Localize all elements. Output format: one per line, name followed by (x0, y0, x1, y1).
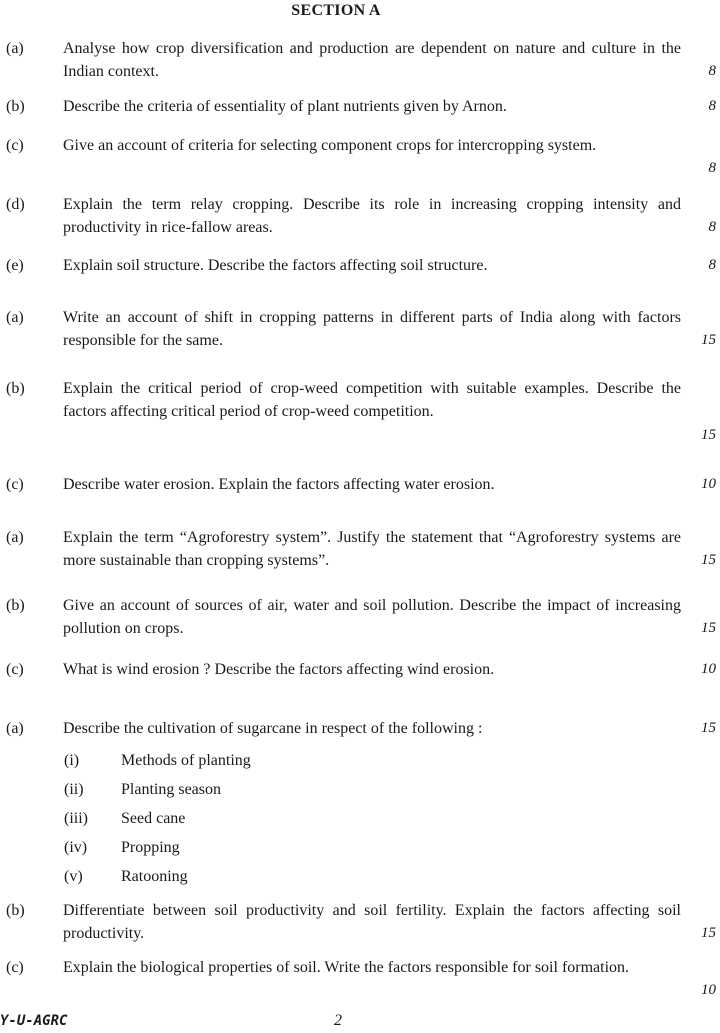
question-marks: 15 (701, 620, 716, 636)
question-label: (b) (6, 98, 25, 115)
question-label: (a) (6, 309, 24, 326)
sub-item-label: (i) (64, 752, 80, 769)
sub-item-text: Propping (121, 839, 180, 856)
question-label: (b) (6, 902, 25, 919)
question-marks: 10 (701, 661, 716, 677)
question-marks: 15 (701, 552, 716, 568)
question-marks: 15 (701, 427, 716, 443)
question-label: (c) (6, 476, 24, 493)
question-text: Explain the term relay cropping. Describe its role in increasing cropping intensity and productivity in rice-fallow areas. (63, 196, 681, 236)
question-text: Differentiate between soil productivity and soil fertility. Explain the factors affecting soil productivity. (63, 902, 681, 942)
question-marks: 10 (701, 476, 716, 492)
question-text: Describe water erosion. Explain the factors affecting water erosion. (63, 476, 495, 493)
page-number: 2 (334, 1012, 342, 1029)
question-label: (a) (6, 40, 24, 57)
paper-code: Y-U-AGRC (0, 1013, 68, 1029)
sub-item-text: Seed cane (121, 810, 186, 827)
question-marks: 8 (708, 219, 716, 235)
question-text: Give an account of criteria for selecting component crops for intercropping system. (63, 137, 597, 154)
question-label: (b) (6, 597, 25, 614)
question-text: Write an account of shift in cropping patterns in different parts of India along with factors responsible for the same. (63, 309, 681, 349)
question-marks: 15 (701, 925, 716, 941)
question-text: Explain the critical period of crop-weed competition with suitable examples. Describe the factors affecting critical period of crop-weed competition. (63, 380, 681, 420)
question-text: Analyse how crop diversification and production are dependent on nature and culture in the Indian context. (63, 40, 681, 80)
sub-item-label: (iii) (64, 810, 88, 827)
question-text: Describe the criteria of essentiality of plant nutrients given by Arnon. (63, 98, 507, 115)
section-title: SECTION A (291, 2, 381, 19)
question-text: Explain soil structure. Describe the factors affecting soil structure. (63, 257, 488, 274)
question-label: (a) (6, 529, 24, 546)
question-label: (c) (6, 661, 24, 678)
question-marks: 8 (708, 160, 716, 176)
question-marks: 15 (701, 720, 716, 736)
question-label: (b) (6, 380, 25, 397)
question-text: Describe the cultivation of sugarcane in respect of the following : (63, 720, 483, 737)
sub-item-text: Ratooning (121, 868, 188, 885)
question-marks: 15 (701, 332, 716, 348)
question-marks: 10 (701, 982, 716, 998)
sub-item-text: Planting season (121, 781, 221, 798)
question-text: What is wind erosion ? Describe the factors affecting wind erosion. (63, 661, 495, 678)
question-text: Give an account of sources of air, water and soil pollution. Describe the impact of increasing pollution on crops. (63, 597, 681, 637)
sub-item-label: (v) (64, 868, 83, 885)
question-marks: 8 (708, 98, 716, 114)
question-text: Explain the term “Agroforestry system”. Justify the statement that “Agroforestry systems are more sustainable than cropping systems”. (63, 529, 681, 569)
question-label: (c) (6, 137, 24, 154)
question-label: (d) (6, 196, 25, 213)
question-text: Explain the biological properties of soil. Write the factors responsible for soil formation. (63, 959, 630, 976)
question-label: (a) (6, 720, 24, 737)
question-marks: 8 (708, 257, 716, 273)
question-marks: 8 (708, 63, 716, 79)
sub-item-label: (ii) (64, 781, 84, 798)
question-label: (c) (6, 959, 24, 976)
question-label: (e) (6, 257, 24, 274)
sub-item-text: Methods of planting (121, 752, 251, 769)
sub-item-label: (iv) (64, 839, 88, 856)
